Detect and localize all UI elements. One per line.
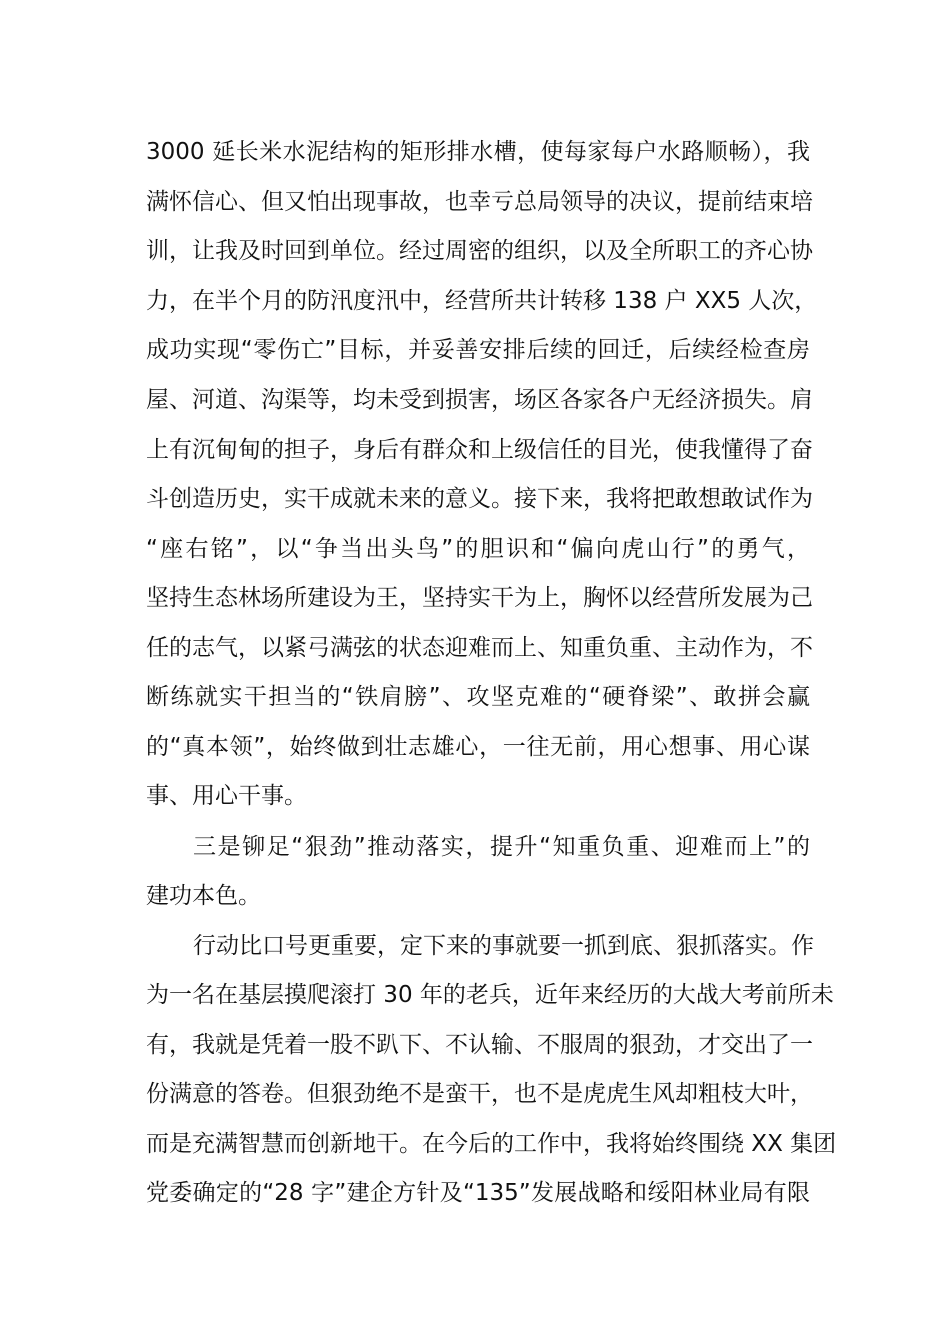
text-line: 而是充满智慧而创新地干。在今后的工作中，我将始终围绕 XX 集团 xyxy=(146,1131,837,1157)
text-line: 力，在半个月的防汛度汛中，经营所共计转移 138 户 XX5 人次， xyxy=(146,288,818,314)
text-line: 上有沉甸甸的担子，身后有群众和上级信任的目光，使我懂得了奋 xyxy=(146,437,813,463)
text-line: 为一名在基层摸爬滚打 30 年的老兵，近年来经历的大战大考前所未 xyxy=(146,982,834,1008)
text-line: 训，让我及时回到单位。经过周密的组织，以及全所职工的齐心协 xyxy=(146,238,813,264)
text-line: 3000 延长米水泥结构的矩形排水槽，使每家每户水路顺畅），我 xyxy=(146,139,810,165)
text-line: 屋、河道、沟渠等，均未受到损害，场区各家各户无经济损失。肩 xyxy=(146,387,813,413)
text-line: 断练就实干担当的“铁肩膀”、攻坚克难的“硬脊梁”、敢拼会赢 xyxy=(146,684,810,710)
text-line: 斗创造历史，实干成就未来的意义。接下来，我将把敢想敢试作为 xyxy=(146,486,813,512)
text-line: 任的志气，以紧弓满弦的状态迎难而上、知重负重、主动作为，不 xyxy=(146,635,813,661)
heading-line: 三是铆足“狠劲”推动落实，提升“知重负重、迎难而上”的 xyxy=(193,834,810,860)
heading-line: 建功本色。 xyxy=(146,883,261,909)
text-line: 的“真本领”，始终做到壮志雄心，一往无前，用心想事、用心谋 xyxy=(146,734,810,760)
text-line: 有，我就是凭着一股不趴下、不认输、不服周的狠劲，才交出了一 xyxy=(146,1032,813,1058)
text-line: 满怀信心、但又怕出现事故，也幸亏总局领导的决议，提前结束培 xyxy=(146,189,813,215)
text-line: 党委确定的“28 字”建企方针及“135”发展战略和绥阳林业局有限 xyxy=(146,1180,810,1206)
text-line: 行动比口号更重要，定下来的事就要一抓到底、狠抓落实。作 xyxy=(193,933,814,959)
text-line: 成功实现“零伤亡”目标，并妥善安排后续的回迁，后续经检查房 xyxy=(146,337,810,363)
text-line: 坚持生态林场所建设为王，坚持实干为上，胸怀以经营所发展为己 xyxy=(146,585,813,611)
text-line: 事、用心干事。 xyxy=(146,783,307,809)
text-line: “座右铭”，以“争当出头鸟”的胆识和“偏向虎山行”的勇气， xyxy=(146,536,810,562)
text-line: 份满意的答卷。但狠劲绝不是蛮干，也不是虎虎生风却粗枝大叶， xyxy=(146,1081,813,1107)
